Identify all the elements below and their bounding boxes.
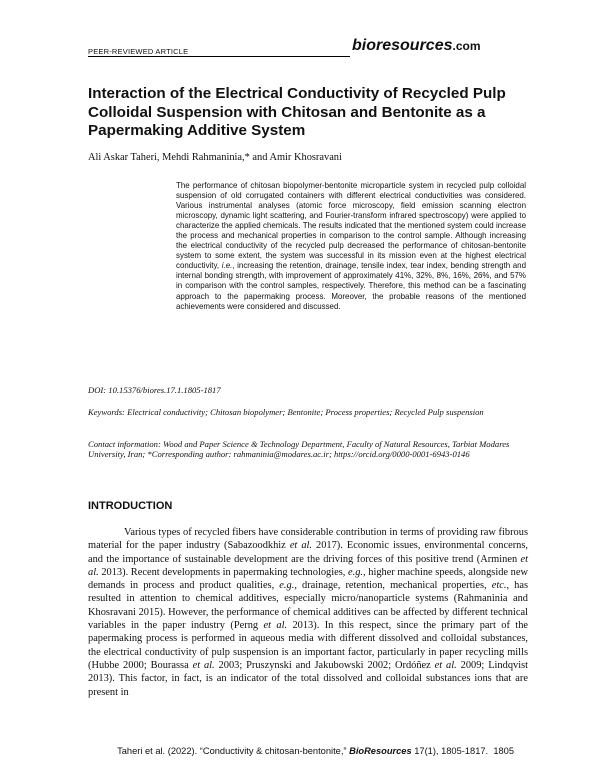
intro-text: 2013). In this respect, since the primary part of the papermaking process is performed in aqueous media with different dissolved and colloidal substances, the electrical conductivity of pulp suspension is an important factor, particularly in paper recycling mills (Hubbe 2000; Bourassa xyxy=(88,620,528,671)
intro-text: 2009; Lindqvist 2013). This factor, in fact, is an indicator of the total dissolved and colloidal substances ions that are present in xyxy=(88,659,529,698)
abstract-part-2: , increasing the retention, drainage, tensile index, tear index, bending strength and internal bonding strength, with improvement of approximately 41%, 32%, 8%, 16%, 26%, and 57% in comparison with the control samples, respectively. Therefore, this method can be a fascinating approach to the papermaking process. Moreover, the probable reasons of the mentioned achievements were considered and discussed. xyxy=(176,261,526,311)
site-main: bioresources xyxy=(352,37,453,54)
et-al: et al. xyxy=(434,659,457,671)
intro-text: , higher machine speeds, alongside new demands in process and product qualities, xyxy=(88,566,528,592)
footer-journal: BioResources xyxy=(349,746,412,756)
header-label: PEER-REVIEWED ARTICLE xyxy=(88,47,189,56)
site-domain: .com xyxy=(452,39,481,53)
intro-text: 2003; Pruszynski and Jakubowski 2002; Ordóñez xyxy=(214,659,435,671)
et-al: et al. xyxy=(289,540,313,552)
footer-issue: 17(1), 1805-1817. xyxy=(411,746,489,756)
section-heading-introduction: INTRODUCTION xyxy=(88,500,173,512)
intro-text: Various types of recycled fibers have considerable contribution in terms of providing raw fibrous material for the paper industry (Sabazoodkhiz xyxy=(88,527,528,552)
introduction-body xyxy=(88,526,528,699)
et-al: et al. xyxy=(263,620,288,632)
intro-text: 2013). Recent developments in papermaking technologies, xyxy=(98,566,348,578)
page-number: 1805 xyxy=(493,746,514,756)
abstract-part-1: The performance of chitosan biopolymer-bentonite microparticle system in recycled pulp colloidal suspension of old corrugated containers with different electrical conductivities was considered. Various instrumental analyses (atomic force microscopy, field emission scanning electron microscopy, dynamic light scattering, and Fourier-transform infrared spectroscopy) were applied to characterize the applied chemicals. The results indicated that the mentioned system could increase the process and mechanical properties in comparison to the control sample. Although increasing the electrical conductivity of the recycled pulp decreased the performance of chitosan-bentonite system to some extent, the system was successful in its mission even at the highest electrical conductivity, xyxy=(176,181,526,271)
doi[interactable]: DOI: 10.15376/biores.17.1.1805-1817 xyxy=(88,385,221,395)
author-list: Ali Askar Taheri, Mehdi Rahmaninia,* and Amir Khosravani xyxy=(88,152,342,163)
intro-text: , drainage, retention, mechanical properties, xyxy=(294,580,492,592)
eg: e.g. xyxy=(348,566,364,578)
contact-information: Contact information: Wood and Paper Science & Technology Department, Faculty of Natural Resources, Tarbiat Modares University, Iran; *Corresponding author: rahmaninia@modares.ac.ir; https://orcid.org/0000-0001-6943-0146 xyxy=(88,439,510,460)
intro-text: , has resulted in attention to chemical additives, especially micro/nanoparticle systems (Rahmaninia and Khosravani 2015). However, the performance of chemical additives can be affected by different technical variables in the paper industry (Perng xyxy=(88,580,528,632)
header-rule xyxy=(88,56,350,57)
abstract-ie: i.e. xyxy=(221,261,233,271)
intro-text: 2017). Economic issues, environmental concerns, and the importance of sustainable development are the driving forces of this positive trend (Arminen xyxy=(88,540,529,565)
journal-site-link[interactable] xyxy=(352,37,481,55)
etc: etc. xyxy=(491,580,507,592)
eg: e.g. xyxy=(279,580,295,592)
introduction-paragraph xyxy=(88,526,528,699)
page-footer xyxy=(88,746,514,756)
footer-citation: Taheri et al. (2022). “Conductivity & chitosan-bentonite,” xyxy=(117,746,350,756)
et-al: et al. xyxy=(88,553,528,578)
abstract xyxy=(176,181,526,312)
keywords: Keywords: Electrical conductivity; Chitosan biopolymer; Bentonite; Process properties; Recycled Pulp suspension xyxy=(88,407,484,417)
article-title: Interaction of the Electrical Conductivity of Recycled Pulp Colloidal Suspension with Chitosan and Bentonite as a Papermaking Additive System xyxy=(88,85,506,139)
et-al: et al. xyxy=(192,659,215,671)
